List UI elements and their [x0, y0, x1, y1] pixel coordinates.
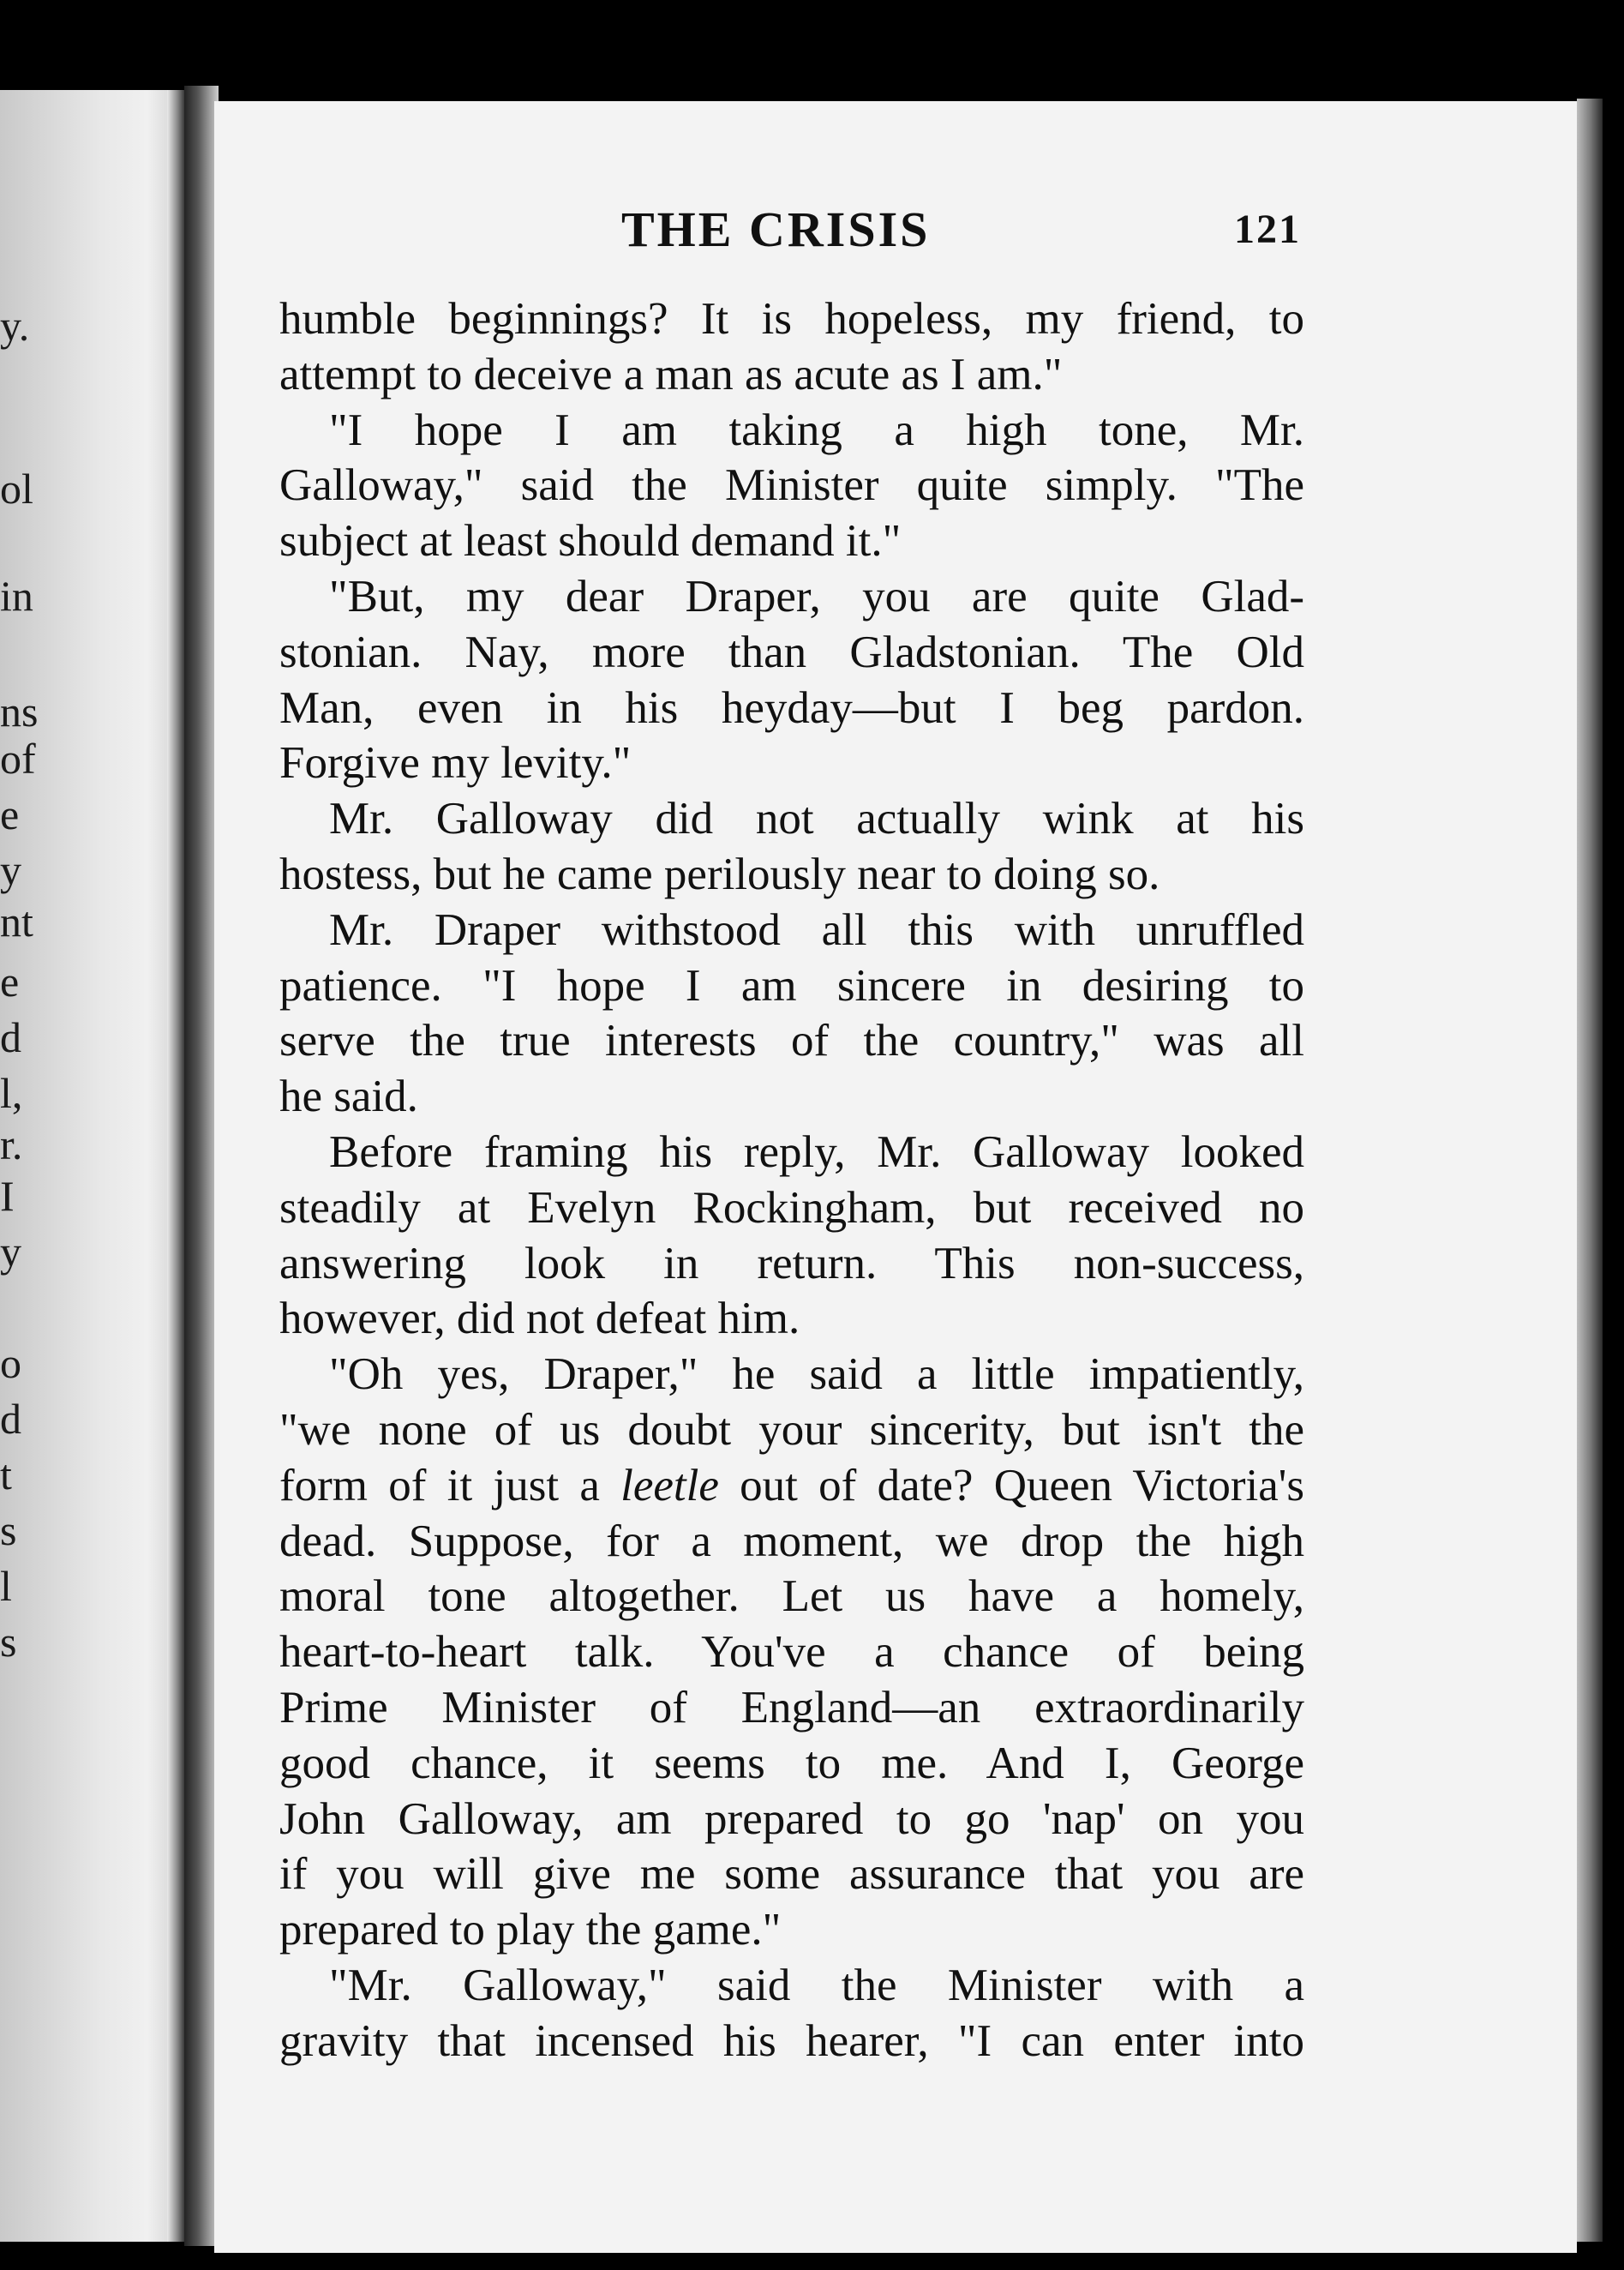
text-line: "we none of us doubt your sincerity, but isn't the: [279, 1404, 1304, 1455]
left-page-fragment: y: [0, 846, 21, 894]
left-page-fragment: r.: [0, 1120, 23, 1168]
left-page-fragment: y.: [0, 302, 30, 350]
left-page-fragment: of: [0, 735, 36, 783]
text-line: he said.: [279, 1072, 418, 1122]
text-line: John Galloway, am prepared to go 'nap' on you: [279, 1793, 1304, 1844]
left-page-fragment: t: [0, 1450, 12, 1498]
text-line: moral tone altogether. Let us have a homely,: [279, 1571, 1304, 1622]
text-line: humble beginnings? It is hopeless, my friend, to: [279, 294, 1304, 344]
text-line: gravity that incensed his hearer, "I can enter into: [279, 2015, 1304, 2066]
text-line: steadily at Evelyn Rockingham, but received no: [279, 1182, 1304, 1233]
text-line: heart-to-heart talk. You've a chance of being: [279, 1627, 1304, 1678]
text-line: Forgive my levity.": [279, 738, 632, 789]
text-line: "I hope I am taking a high tone, Mr.: [329, 405, 1304, 455]
left-page-fragment: d: [0, 1013, 21, 1061]
text-line: serve the true interests of the country," was all: [279, 1016, 1304, 1066]
text-line: answering look in return. This non-success,: [279, 1238, 1304, 1288]
text-line-with-italic: [279, 1458, 1304, 1514]
text-segment: form of it just a: [279, 1460, 621, 1510]
text-line: stonian. Nay, more than Gladstonian. The Old: [279, 627, 1304, 677]
left-page-fragment: o: [0, 1339, 21, 1387]
text-line: "Mr. Galloway," said the Minister with a: [329, 1960, 1304, 2010]
left-facing-page: [0, 90, 184, 2242]
text-line: dead. Suppose, for a moment, we drop the high: [279, 1516, 1304, 1566]
left-page-fragment: in: [0, 572, 33, 620]
left-page-fragment: e: [0, 790, 20, 838]
text-line: subject at least should demand it.": [279, 516, 902, 567]
left-page-fragment: nt: [0, 898, 33, 946]
left-page-fragment: I: [0, 1172, 15, 1220]
text-line: patience. "I hope I am sincere in desiring to: [279, 960, 1304, 1011]
text-line: good chance, it seems to me. And I, George: [279, 1738, 1304, 1788]
text-line: Mr. Galloway did not actually wink at his: [329, 794, 1304, 844]
left-page-fragment: s: [0, 1506, 17, 1554]
left-page-fragment: l: [0, 1562, 12, 1610]
text-line: Galloway," said the Minister quite simply. "The: [279, 460, 1304, 511]
left-page-fragment: l,: [0, 1069, 23, 1117]
text-line: Before framing his reply, Mr. Galloway looked: [329, 1126, 1304, 1177]
text-line: "But, my dear Draper, you are quite Glad-: [329, 571, 1304, 622]
text-line: Man, even in his heyday—but I beg pardon.: [279, 682, 1304, 733]
text-line: prepared to play the game.": [279, 1905, 782, 1955]
page-number: 121: [1234, 207, 1301, 252]
book-gutter: [184, 86, 219, 2246]
page-right-edge: [1577, 99, 1603, 2242]
text-line: attempt to deceive a man as acute as I am.": [279, 349, 1063, 399]
italic-word: leetle: [620, 1460, 719, 1510]
text-segment: out of date? Queen Victoria's: [718, 1460, 1304, 1510]
text-line: Prime Minister of England—an extraordinarily: [279, 1682, 1304, 1733]
text-line: "Oh yes, Draper," he said a little impatiently,: [329, 1349, 1304, 1400]
left-page-edge: [167, 90, 184, 2242]
running-title: THE CRISIS: [621, 201, 931, 257]
text-line: Mr. Draper withstood all this with unruffled: [329, 904, 1304, 955]
left-page-fragment: d: [0, 1395, 21, 1443]
text-line: hostess, but he came perilously near to doing so.: [279, 849, 1160, 899]
left-page-fragment: s: [0, 1618, 17, 1666]
left-page-fragment: y: [0, 1228, 21, 1276]
text-line: if you will give me some assurance that you are: [279, 1849, 1304, 1900]
text-line: however, did not defeat him.: [279, 1294, 800, 1344]
left-page-fragment: e: [0, 958, 20, 1006]
body-text: [279, 291, 1304, 2069]
left-page-fragment: ol: [0, 465, 33, 513]
left-page-fragment: ns: [0, 688, 39, 736]
